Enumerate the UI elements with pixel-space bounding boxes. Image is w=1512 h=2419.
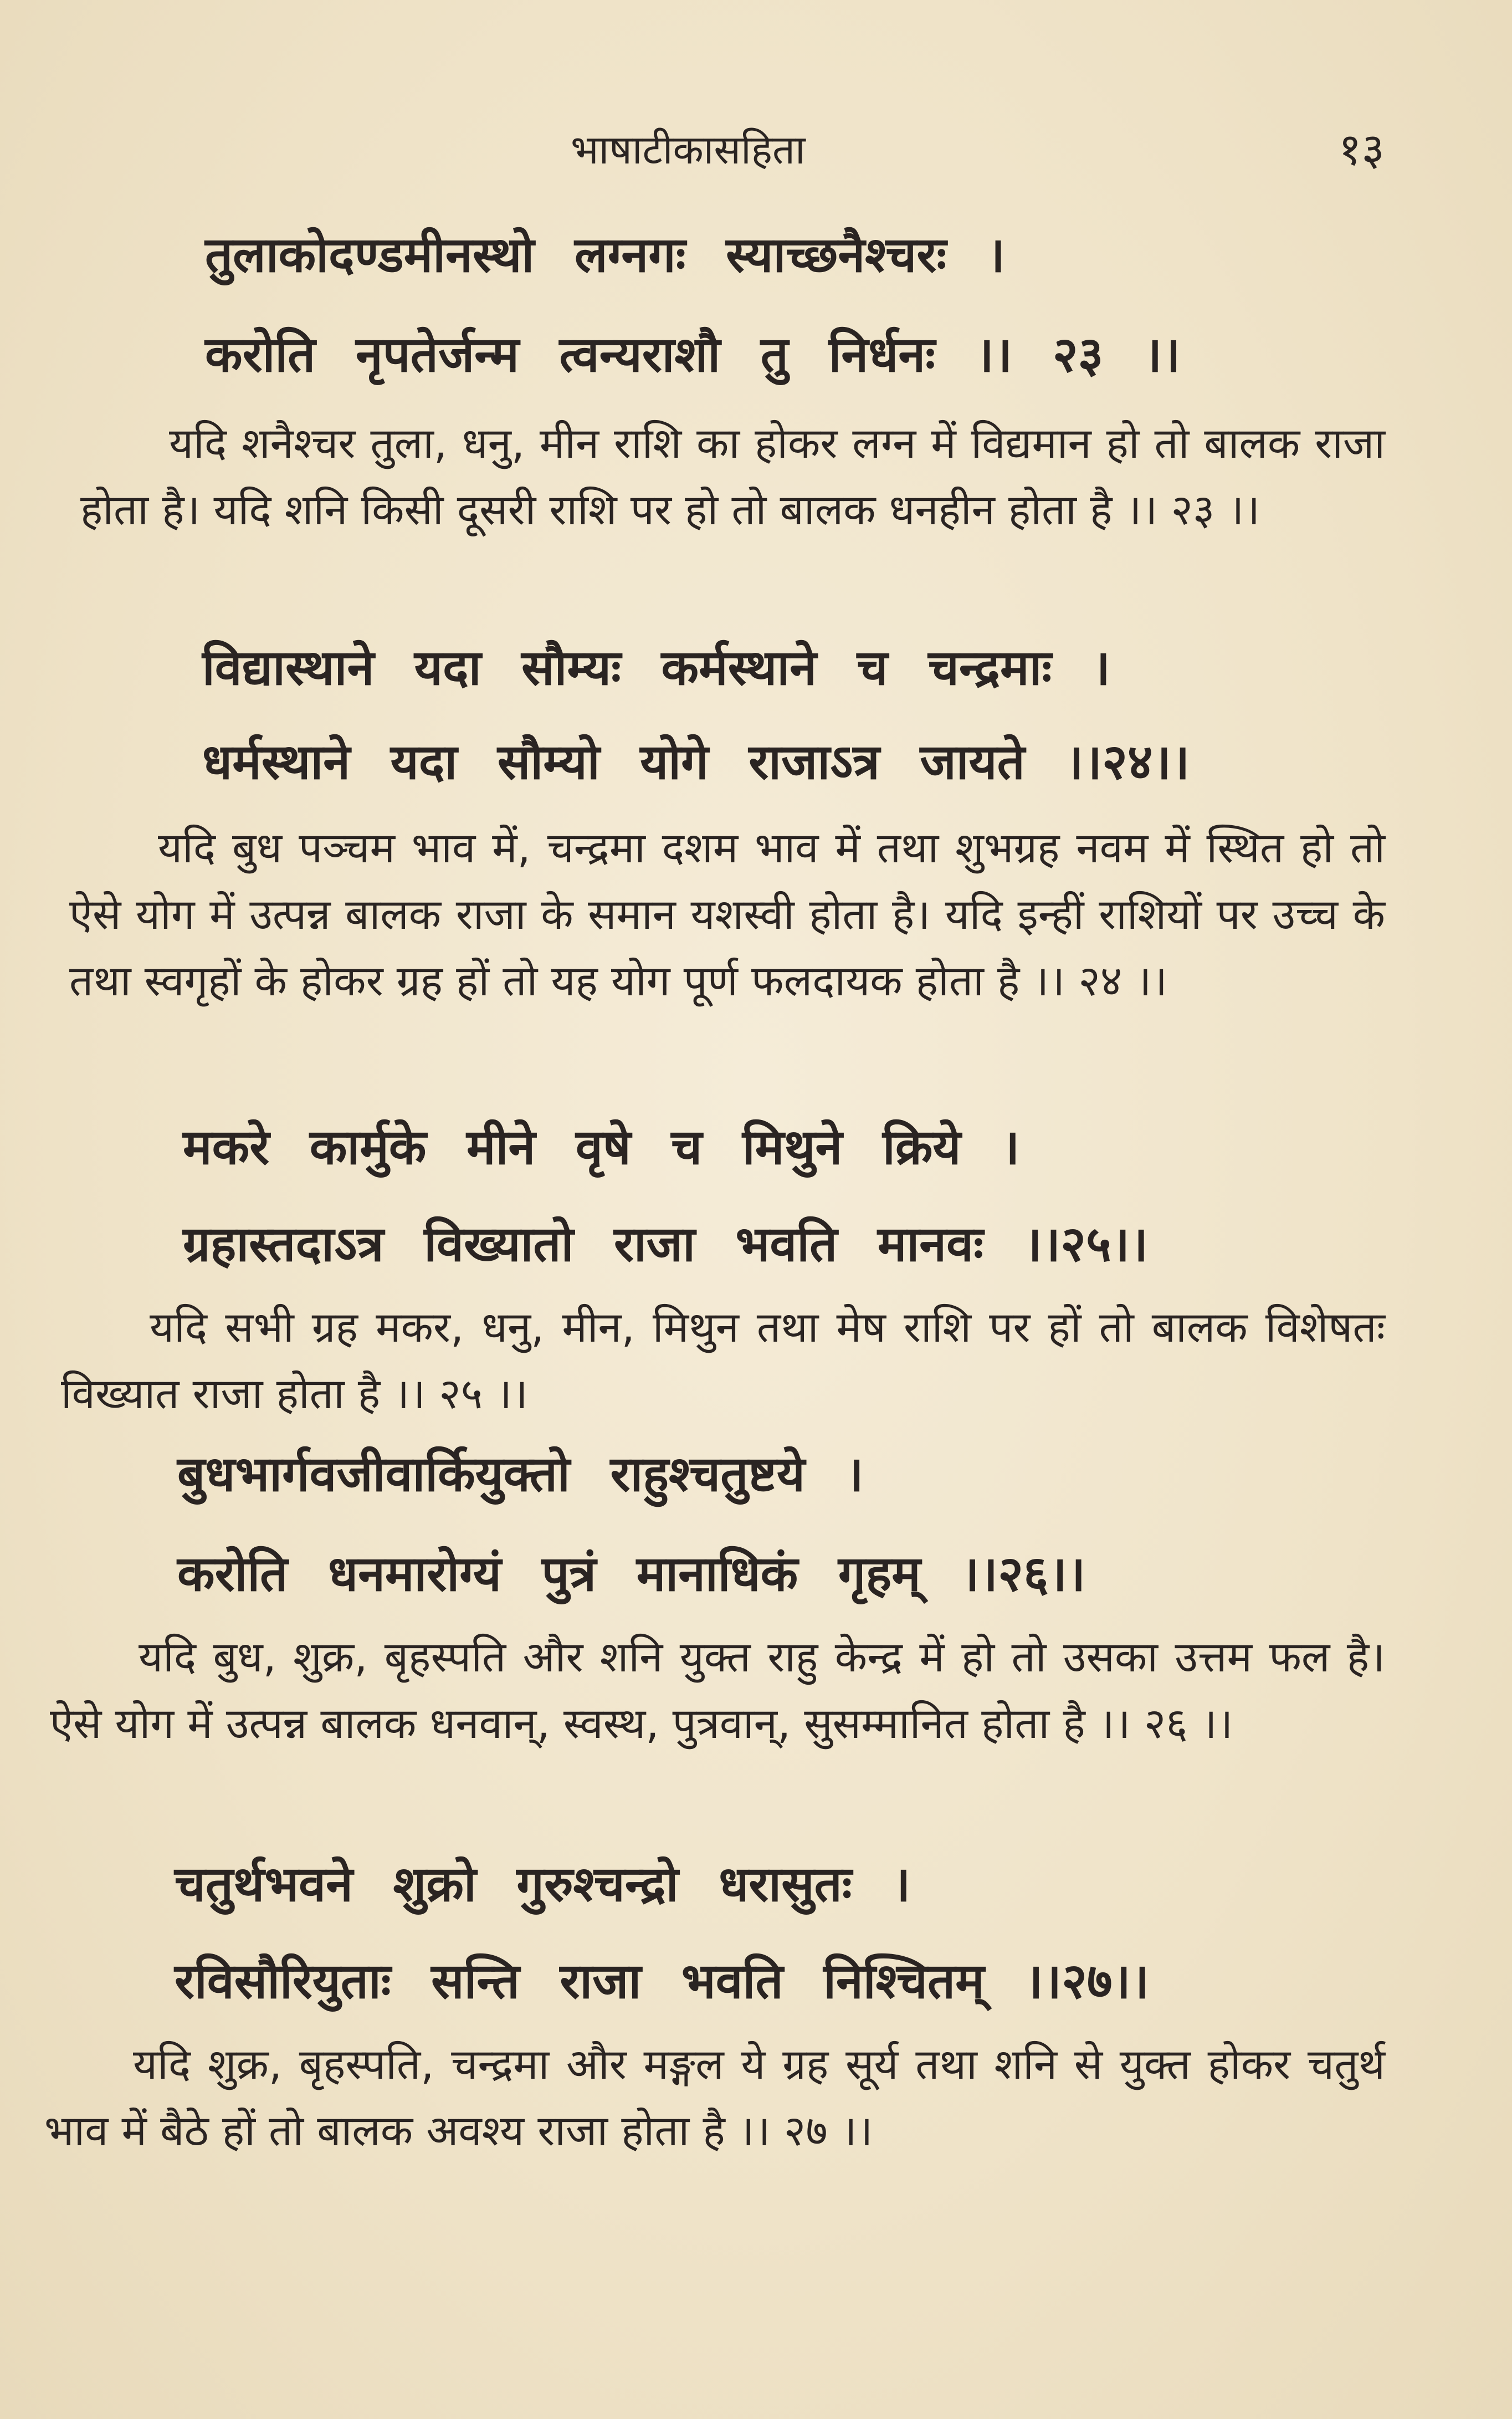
verse-27-line-1: चतुर्थभवने शुक्रो गुरुश्चन्द्रो धरासुतः । [175, 1855, 911, 1912]
running-title: भाषाटीकासहिता [571, 126, 806, 173]
page-header [0, 119, 1512, 180]
verse-26-line-1: बुधभार्गवजीवार्कियुक्तो राहुश्चतुष्टये । [177, 1445, 864, 1502]
verse-25-line-2: ग्रहास्तदाऽत्र विख्यातो राजा भवति मानवः ।।२५।। [183, 1215, 1149, 1272]
verse-23-line-1: तुलाकोदण्डमीनस्थो लग्नगः स्याच्छनैश्चरः । [205, 226, 1006, 283]
commentary-26: यदि बुध, शुक्र, बृहस्पति और शनि युक्त राहु केन्द्र में हो तो उसका उत्तम फल है। ऐसे योग में उत्पन्न बालक धनवान्, स्वस्थ, पुत्रवान्, सुसम्मानित होता है ।। २६ ।। [50, 1632, 1385, 1748]
commentary-23: यदि शनैश्चर तुला, धनु, मीन राशि का होकर लग्न में विद्यमान हो तो बालक राजा होता है। यदि शनि किसी दूसरी राशि पर हो तो बालक धनहीन होता है ।। २३ ।। [80, 418, 1385, 534]
verse-27-line-2: रविसौरियुताः सन्ति राजा भवति निश्चितम् ।।२७।। [175, 1952, 1150, 2009]
page-number: १३ [1338, 124, 1385, 175]
verse-26-line-2: करोति धनमारोग्यं पुत्रं मानाधिकं गृहम् ।।२६।। [177, 1545, 1086, 1602]
verse-23-line-2: करोति नृपतेर्जन्म त्वन्यराशौ तु निर्धनः ।। २३ ।। [205, 326, 1181, 383]
verse-25-line-1: मकरे कार्मुके मीने वृषे च मिथुने क्रिये । [183, 1118, 1020, 1175]
commentary-27: यदि शुक्र, बृहस्पति, चन्द्रमा और मङ्गल ये ग्रह सूर्य तथा शनि से युक्त होकर चतुर्थ भाव में बैठे हों तो बालक अवश्य राजा होता है ।। २७ ।। [44, 2039, 1385, 2155]
commentary-24: यदि बुध पञ्चम भाव में, चन्द्रमा दशम भाव में तथा शुभग्रह नवम में स्थित हो तो ऐसे योग में उत्पन्न बालक राजा के समान यशस्वी होता है। यदि इन्हीं राशियों पर उच्च के तथा स्वगृहों के होकर ग्रह हों तो यह योग पूर्ण फलदायक होता है ।। २४ ।। [69, 823, 1385, 1005]
commentary-25: यदि सभी ग्रह मकर, धनु, मीन, मिथुन तथा मेष राशि पर हों तो बालक विशेषतः विख्यात राजा होता है ।। २५ ।। [61, 1302, 1385, 1418]
verse-24-line-1: विद्यास्थाने यदा सौम्यः कर्मस्थाने च चन्द्रमाः । [202, 639, 1111, 696]
verse-24-line-2: धर्मस्थाने यदा सौम्यो योगे राजाऽत्र जायते ।।२४।। [202, 733, 1190, 790]
